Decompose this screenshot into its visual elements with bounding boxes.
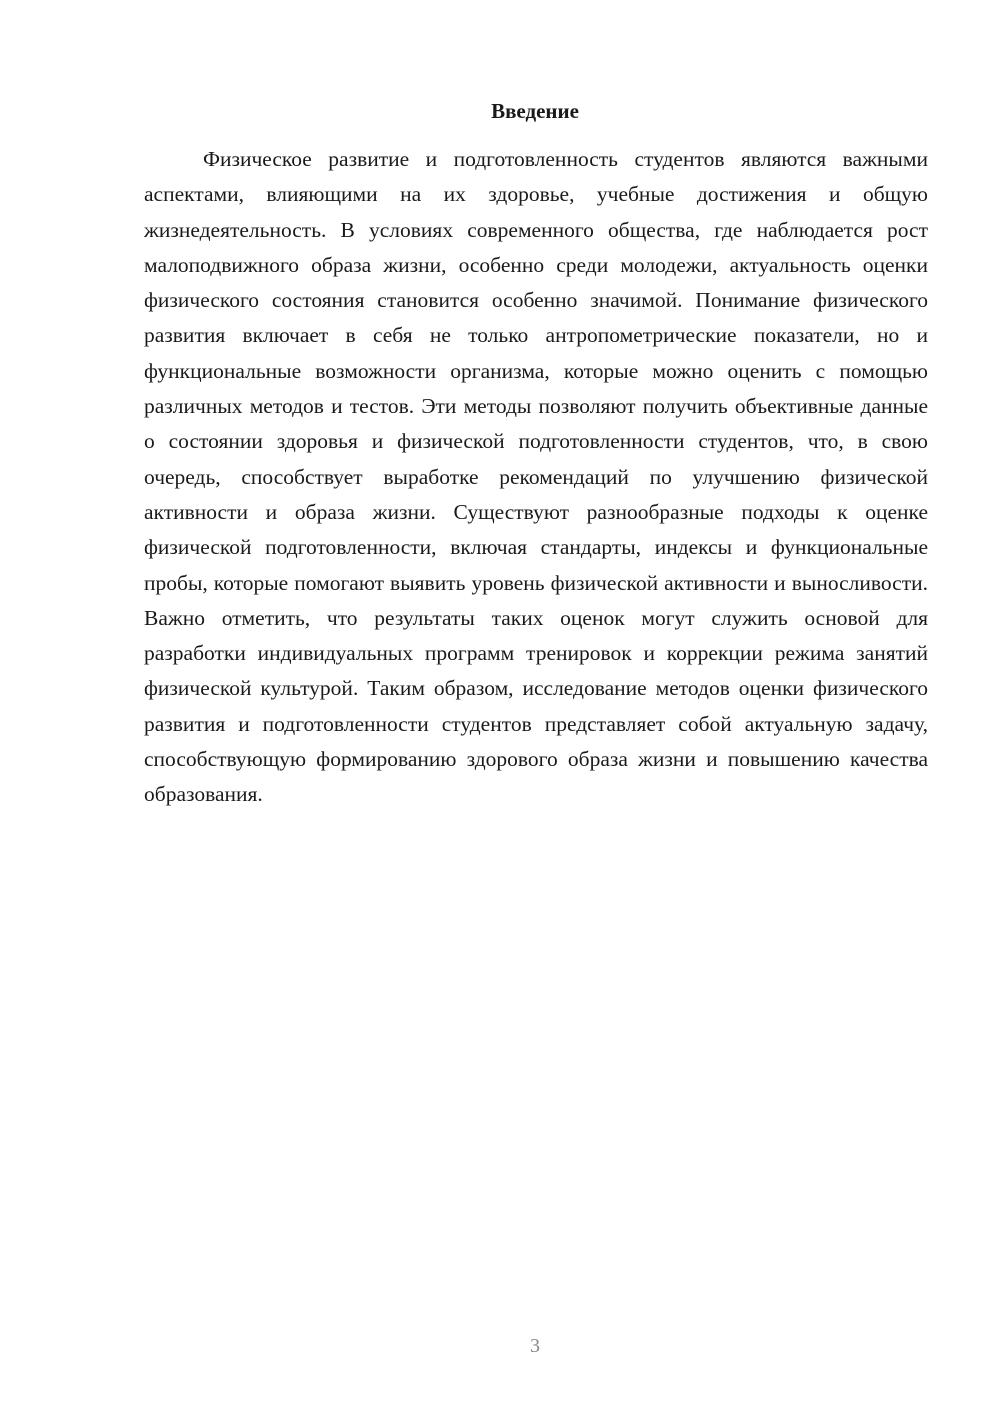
section-title: Введение [491,99,579,123]
page-number: 3 [530,1335,540,1357]
body-paragraph: Физическое развитие и подготовленность студентов являются важными аспектами, влияющими на их здоровье, учебные достижения и общую жизнедеятельность. В условиях современного общества, где наблюдается рост малоподвижного образа жизни, особенно среди молодежи, актуальность оценки физического состояния становится особенно значимой. Понимание физического развития включает в себя не только антропометрические показатели, но и функциональные возможности организма, которые можно оценить с помощью различных методов и тестов. Эти методы позволяют получить объективные данные о состоянии здоровья и физической подготовленности студентов, что, в свою очередь, способствует выработке рекомендаций по улучшению физической активности и образа жизни. Существуют разнообразные подходы к оценке физической подготовленности, включая стандарты, индексы и функциональные пробы, которые помогают выявить уровень физической активности и выносливости. Важно отметить, что результаты таких оценок могут служить основой для разработки индивидуальных программ тренировок и коррекции режима занятий физической культурой. Таким образом, исследование методов оценки физического развития и подготовленности студентов представляет собой актуальную задачу, способствующую формированию здорового образа жизни и повышению качества образования. [144,147,928,807]
